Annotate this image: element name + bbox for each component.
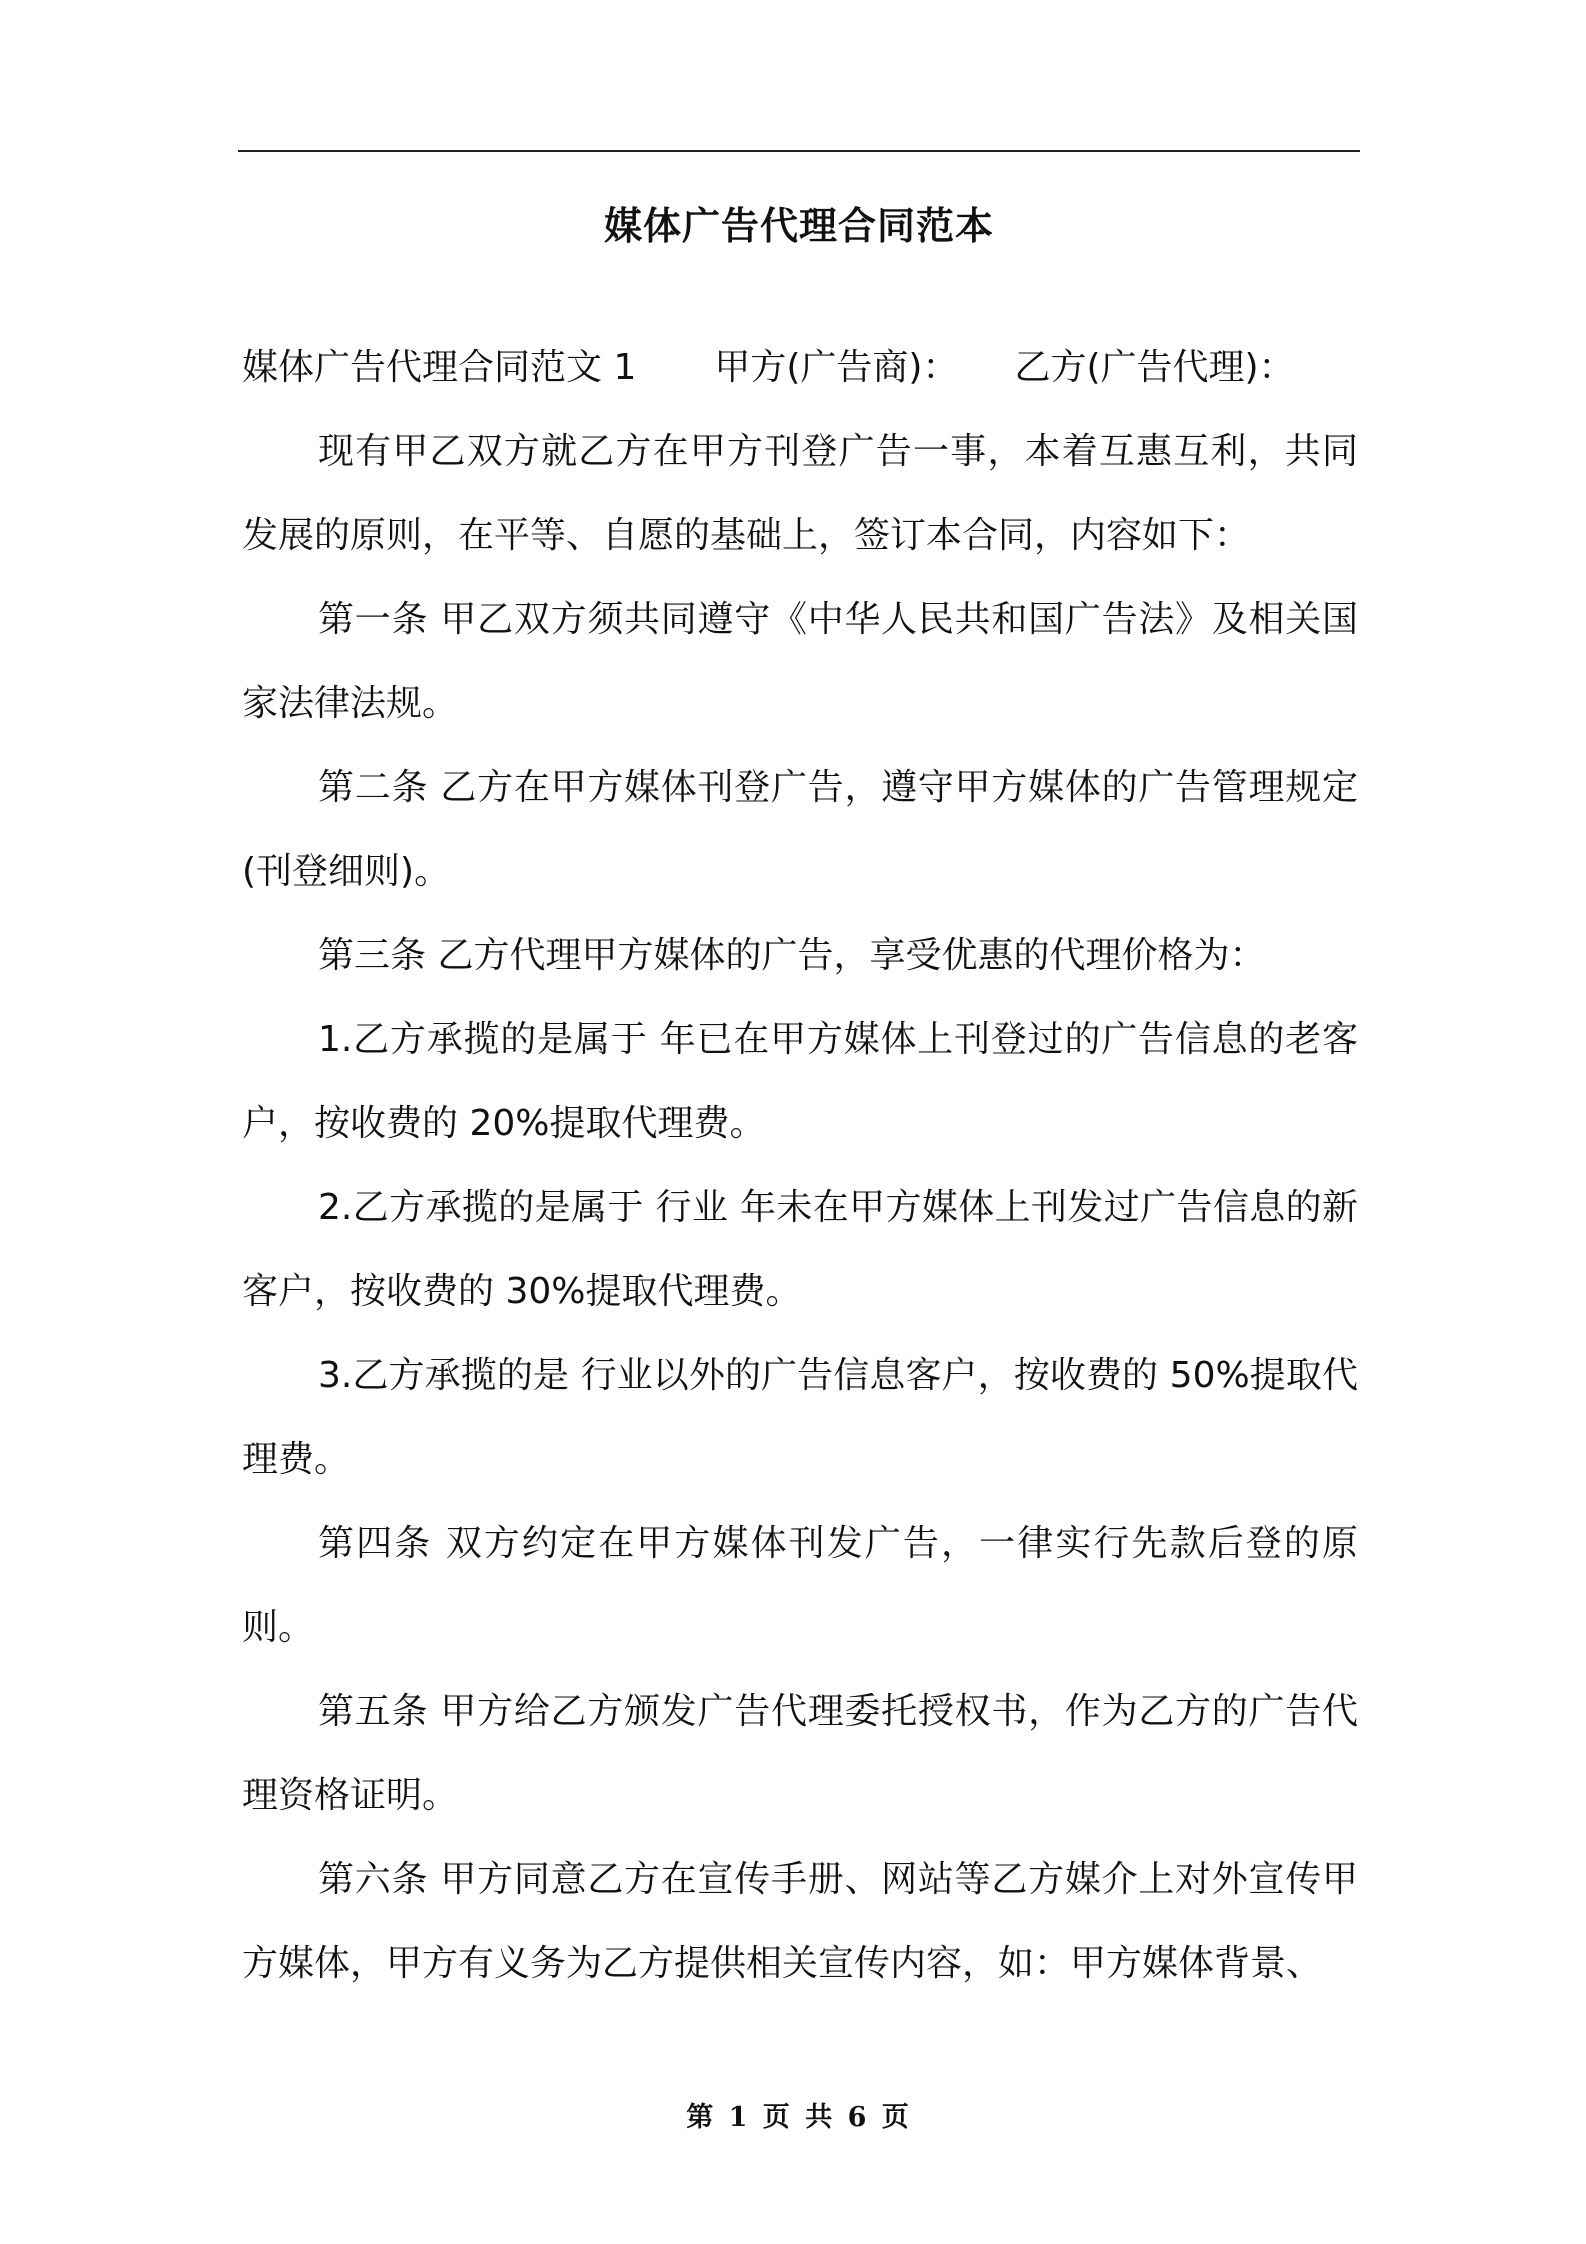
paragraph-item-2: 2.乙方承揽的是属于 行业 年未在甲方媒体上刊发过广告信息的新客户，按收费的 30%提取代理费。: [242, 1187, 1358, 1312]
document-body: [242, 326, 1358, 2006]
paragraph-article-4: 第四条 双方约定在甲方媒体刊发广告，一律实行先款后登的原则。: [242, 1523, 1358, 1648]
intro-heading: 媒体广告代理合同范文 1: [242, 347, 637, 388]
header-rule: [238, 150, 1360, 152]
paragraph-item-3: 3.乙方承揽的是 行业以外的广告信息客户，按收费的 50%提取代理费。: [242, 1355, 1358, 1480]
paragraph-article-6: 第六条 甲方同意乙方在宣传手册、网站等乙方媒介上对外宣传甲方媒体，甲方有义务为乙方提供相关宣传内容，如：甲方媒体背景、: [242, 1859, 1358, 1984]
paragraph-article-3: 第三条 乙方代理甲方媒体的广告，享受优惠的代理价格为：: [318, 935, 1266, 976]
paragraph-item-1: 1.乙方承揽的是属于 年已在甲方媒体上刊登过的广告信息的老客户，按收费的 20%提取代理费。: [242, 1019, 1358, 1144]
paragraph-article-1: 第一条 甲乙双方须共同遵守《中华人民共和国广告法》及相关国家法律法规。: [242, 599, 1358, 724]
paragraph-article-5: 第五条 甲方给乙方颁发广告代理委托授权书，作为乙方的广告代理资格证明。: [242, 1691, 1358, 1816]
party-a-label: 甲方(广告商)：: [714, 347, 959, 388]
paragraph-article-2: 第二条 乙方在甲方媒体刊登广告，遵守甲方媒体的广告管理规定(刊登细则)。: [242, 767, 1358, 892]
intro-line: [242, 326, 1358, 410]
document-title: 媒体广告代理合同范本: [603, 204, 994, 248]
paragraph-preamble: 现有甲乙双方就乙方在甲方刊登广告一事，本着互惠互利，共同发展的原则，在平等、自愿的基础上，签订本合同，内容如下：: [242, 431, 1358, 556]
party-b-label: 乙方(广告代理)：: [1014, 347, 1295, 388]
page-number-footer: 第 1 页 共 6 页: [686, 2102, 912, 2133]
